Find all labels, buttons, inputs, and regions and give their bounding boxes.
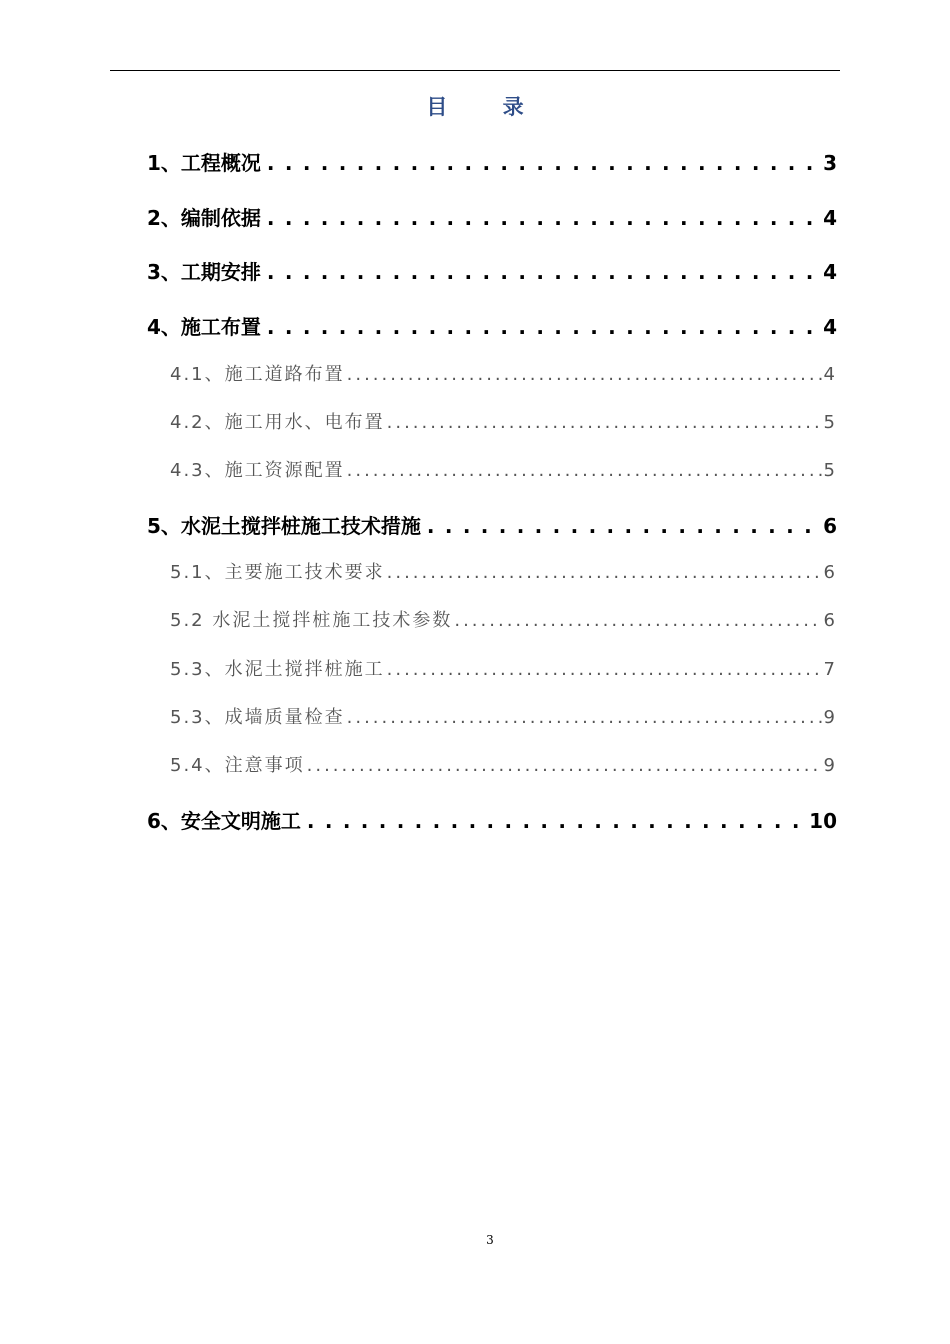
- toc-entry-label: 5、水泥土搅拌桩施工技术措施: [147, 514, 421, 538]
- toc-entry-page: 3: [823, 151, 837, 175]
- toc-entry-page: 4: [823, 206, 837, 230]
- toc-entry[interactable]: [147, 313, 837, 341]
- toc-entry-label: 5.4、注意事项: [170, 755, 305, 776]
- toc-entry[interactable]: [147, 204, 837, 232]
- toc-entry-page: 4: [823, 364, 837, 385]
- toc-entry-label: 3、工期安排: [147, 260, 261, 284]
- toc-leader-dots: [347, 362, 822, 388]
- toc-entry-page: 5: [823, 412, 837, 433]
- toc-entry-label: 4.3、施工资源配置: [170, 460, 345, 481]
- toc-leader-dots: [267, 258, 817, 286]
- toc-leader-dots: [347, 458, 822, 484]
- toc-entry-page: 7: [823, 659, 837, 680]
- toc-leader-dots: [307, 753, 822, 779]
- toc-title: 目 录: [426, 95, 548, 119]
- toc-entry-page: 4: [823, 315, 837, 339]
- toc-entry[interactable]: [170, 458, 837, 484]
- toc-entry-label: 5.2 水泥土搅拌桩施工技术参数: [170, 610, 453, 631]
- toc-entry[interactable]: [170, 608, 837, 634]
- toc-entry-label: 4.2、施工用水、电布置: [170, 412, 385, 433]
- toc-entry[interactable]: [170, 410, 837, 436]
- toc-entry-page: 9: [823, 755, 837, 776]
- toc-entry-page: 6: [823, 610, 837, 631]
- toc-entry-page: 4: [823, 260, 837, 284]
- toc-leader-dots: [454, 608, 821, 634]
- toc-leader-dots: [267, 313, 817, 341]
- toc-entry-label: 5.3、水泥土搅拌桩施工: [170, 659, 385, 680]
- toc-entry[interactable]: [147, 807, 837, 835]
- toc-entry-label: 4、施工布置: [147, 315, 261, 339]
- toc-entry[interactable]: [170, 705, 837, 731]
- toc-entry[interactable]: [170, 753, 837, 779]
- toc-leader-dots: [267, 204, 817, 232]
- toc-leader-dots: [387, 560, 822, 586]
- toc-entry-label: 4.1、施工道路布置: [170, 364, 345, 385]
- toc-entry-label: 2、编制依据: [147, 206, 261, 230]
- toc-leader-dots: [387, 657, 822, 683]
- toc-entry[interactable]: [147, 258, 837, 286]
- toc-entry[interactable]: [147, 512, 837, 540]
- toc-entry[interactable]: [170, 362, 837, 388]
- toc-entry-label: 1、工程概况: [147, 151, 261, 175]
- page-number: 3: [486, 1233, 494, 1247]
- toc-entry-page: 6: [823, 562, 837, 583]
- toc-entry[interactable]: [147, 149, 837, 177]
- toc-leader-dots: [427, 512, 817, 540]
- toc-entry-label: 5.1、主要施工技术要求: [170, 562, 385, 583]
- toc-entry-page: 10: [809, 809, 837, 833]
- toc-entry-page: 5: [823, 460, 837, 481]
- toc-entry[interactable]: [170, 657, 837, 683]
- toc-leader-dots: [387, 410, 822, 436]
- toc-entry-label: 6、安全文明施工: [147, 809, 301, 833]
- toc-entry-page: 9: [823, 707, 837, 728]
- toc-entry[interactable]: [170, 560, 837, 586]
- toc-leader-dots: [347, 705, 822, 731]
- toc-leader-dots: [307, 807, 803, 835]
- toc-entry-page: 6: [823, 514, 837, 538]
- toc-entry-label: 5.3、成墙质量检查: [170, 707, 345, 728]
- toc-leader-dots: [267, 149, 817, 177]
